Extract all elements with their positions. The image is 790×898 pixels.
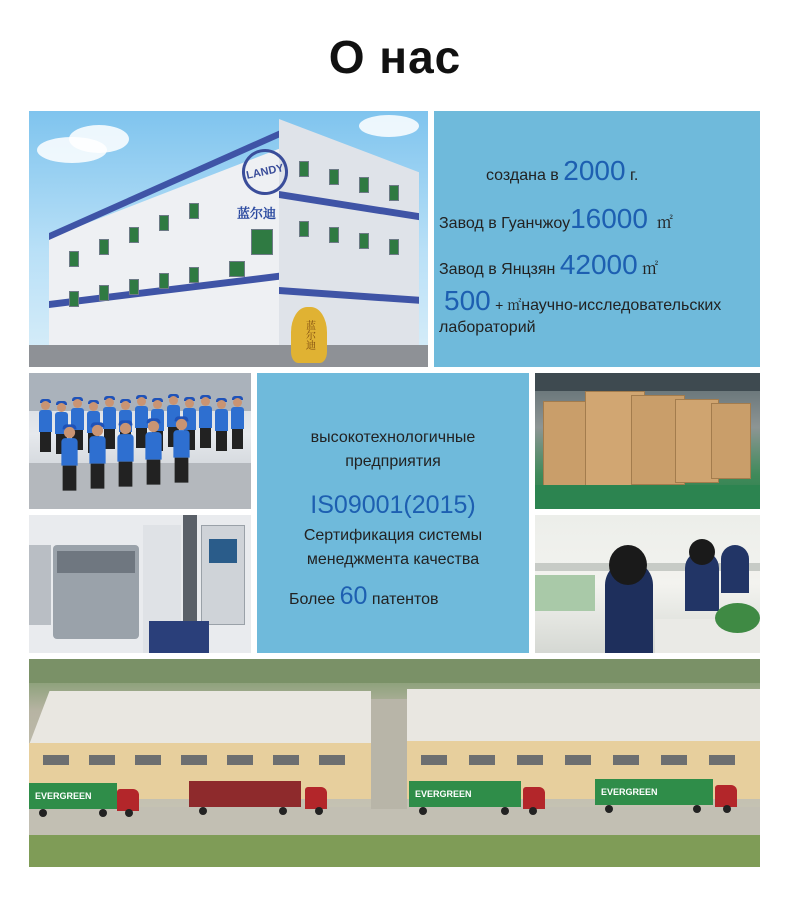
hightech-line-2: предприятия: [345, 453, 441, 470]
rd-label-2: лабораторий: [439, 319, 536, 336]
certification-panel: [257, 373, 529, 653]
iso-certificate: IS09001(2015): [310, 491, 476, 519]
guangzhou-value: 16000: [570, 203, 648, 234]
guangzhou-line: [439, 203, 673, 235]
company-stats-panel: [434, 111, 760, 367]
yangjiang-unit: ㎡: [642, 261, 659, 278]
company-logo: LANDY: [238, 145, 293, 200]
hightech-line-1: высокотехнологичные: [310, 429, 476, 446]
building-sign: 蓝尔迪: [237, 206, 277, 221]
founded-year: 2000: [563, 155, 626, 186]
rd-label-1: научно-исследовательских: [521, 297, 722, 314]
page-title: О нас: [328, 31, 462, 83]
factory-building-photo: [29, 111, 428, 367]
guangzhou-unit: ㎡: [656, 215, 673, 232]
truck-red-container: [189, 781, 339, 815]
yangjiang-label: Завод в Янцзян: [439, 261, 556, 278]
guangzhou-label: Завод в Гуанчжоу: [439, 215, 571, 232]
rd-line: [444, 285, 721, 317]
patents-prefix: Более: [289, 591, 336, 608]
office-photo: [535, 515, 760, 653]
qms-line-2: менеджмента качества: [306, 551, 480, 568]
founded-prefix: создана в: [486, 167, 559, 184]
patents-line: [289, 582, 439, 611]
yangjiang-line: [439, 249, 658, 281]
aerial-factory-photo: [29, 659, 760, 867]
container-brand: EVERGREEN: [29, 783, 117, 809]
container-brand: EVERGREEN: [595, 779, 713, 805]
founded-line: [486, 155, 638, 187]
laboratory-photo: [29, 515, 251, 653]
team-photo: [29, 373, 251, 509]
warehouse-photo: [535, 373, 760, 509]
truck-container: [409, 781, 549, 815]
rd-value: 500: [444, 285, 491, 316]
patents-value: 60: [339, 582, 368, 610]
truck-container: [29, 783, 141, 817]
stone-sign: 蓝尔迪: [291, 307, 327, 363]
truck-container: [595, 779, 745, 813]
qms-line-1: Сертификация системы: [303, 527, 483, 544]
founded-suffix: г.: [630, 167, 639, 184]
container-brand: EVERGREEN: [409, 781, 521, 807]
rd-unit: + ㎡: [495, 297, 522, 313]
yangjiang-value: 42000: [559, 249, 638, 280]
patents-suffix: патентов: [371, 591, 439, 608]
